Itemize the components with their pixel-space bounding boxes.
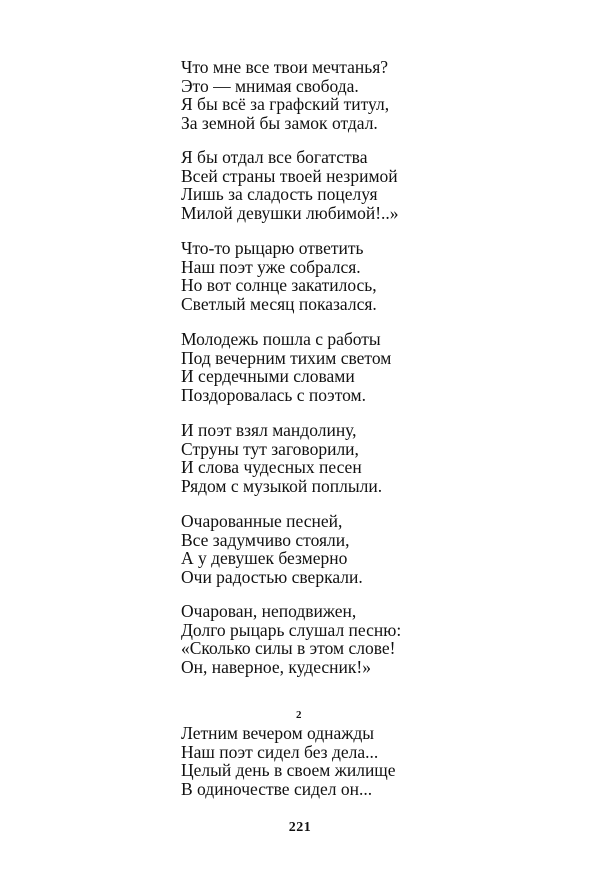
stanza-2 [181, 148, 399, 222]
poem-line: Молодежь пошла с работы [181, 329, 381, 349]
stanza-7 [181, 602, 401, 676]
poem-line: Рядом с музыкой поплыли. [181, 475, 383, 496]
poem-line: И слова чудесных песен [181, 457, 362, 478]
poem-line: «Сколько силы в этом слове! [181, 638, 396, 659]
poem-line: Наш поэт сидел без дела... [181, 741, 379, 762]
poem-line: Очарован, неподвижен, [181, 601, 357, 621]
poem-line: Светлый месяц показался. [181, 293, 377, 314]
poem-line: Под вечерним тихим светом [181, 347, 392, 368]
stanza-4 [181, 330, 391, 404]
poem-line: Очарованные песней, [181, 511, 343, 531]
poem-line: Что-то рыцарю ответить [181, 238, 364, 258]
poem-line: Что мне все твои мечтанья? [181, 57, 389, 77]
poem-line: Струны тут заговорили, [181, 438, 359, 459]
poem-line: Это — мнимая свобода. [181, 75, 359, 96]
stanza-5 [181, 421, 382, 495]
poem-line: Всей страны твоей незримой [181, 165, 398, 186]
poem-line: Долго рыцарь слушал песню: [181, 619, 402, 640]
poem-line: В одиночестве сидел он... [181, 778, 373, 799]
poem-line: Лишь за сладость поцелуя [181, 184, 378, 205]
poem-line: Летним вечером однажды [181, 723, 375, 743]
poem-line: Я бы всё за графский титул, [181, 94, 390, 115]
poem-line: И поэт взял мандолину, [181, 420, 357, 440]
poem-line: Поздоровалась с поэтом. [181, 384, 366, 405]
section-number: 2 [296, 709, 302, 721]
section-2 [181, 706, 396, 798]
poem-line: Но вот солнце закатилось, [181, 275, 377, 296]
poem-line: Очи радостью сверкали. [181, 566, 363, 587]
stanza-6 [181, 512, 363, 586]
poem-line: Целый день в своем жилище [181, 760, 396, 781]
stanza-1 [181, 58, 389, 132]
poem-line: За земной бы замок отдал. [181, 112, 378, 133]
poem-line: Он, наверное, кудесник!» [181, 656, 371, 677]
poem-line: Я бы отдал все богатства [181, 147, 368, 167]
poem-line: Наш поэт уже собрался. [181, 256, 361, 277]
poem-line: А у девушек безмерно [181, 548, 348, 569]
stanza-3 [181, 239, 377, 313]
poem-line: Милой девушки любимой!..» [181, 202, 399, 223]
poem-line: Все задумчиво стояли, [181, 529, 350, 550]
page-number: 221 [288, 820, 312, 835]
poem-line: И сердечными словами [181, 366, 355, 387]
